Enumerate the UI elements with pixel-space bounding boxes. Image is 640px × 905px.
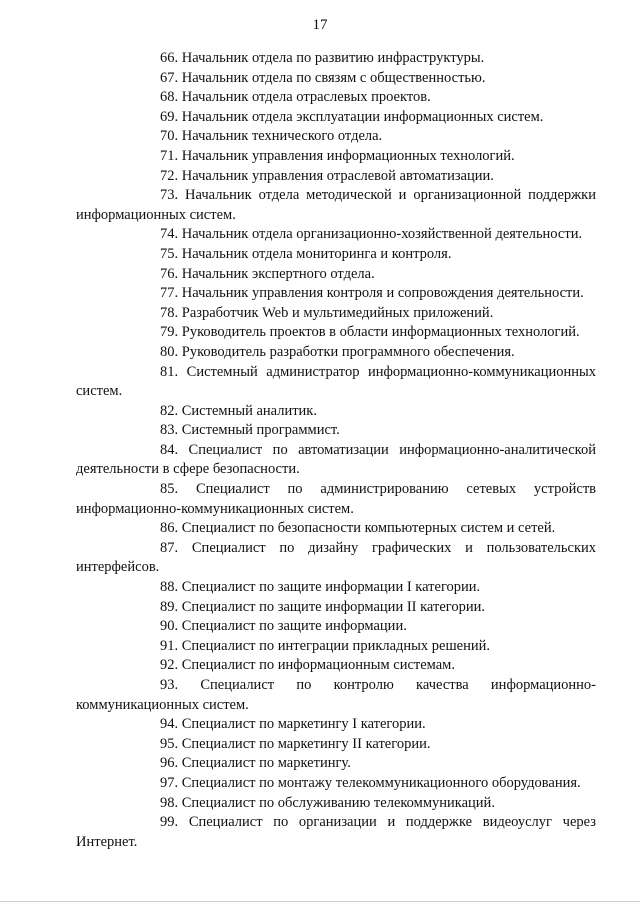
list-item-text: Специалист по монтажу телекоммуникационного оборудования.: [181, 774, 581, 791]
list-item-text: Специалист по автоматизации информационно-аналитической деятельности в сфере безопасности.: [76, 441, 597, 478]
list-item-text: Системный аналитик.: [181, 402, 317, 419]
list-item-number: 79.: [160, 324, 179, 341]
list-item-number: 85.: [160, 481, 179, 498]
list-item: [76, 637, 596, 657]
list-item-number: 71.: [160, 147, 179, 164]
list-item-text: Руководитель проектов в области информационных технологий.: [181, 324, 580, 341]
list-item: [76, 265, 596, 285]
list-item-number: 98.: [160, 794, 179, 811]
list-item: [76, 284, 596, 304]
list-item-number: 99.: [160, 814, 179, 831]
list-item: [76, 715, 596, 735]
list-item-text: Начальник отдела организационно-хозяйственной деятельности.: [181, 226, 583, 243]
list-item: [76, 617, 596, 637]
list-item: [76, 343, 596, 363]
list-item-text: Руководитель разработки программного обеспечения.: [181, 343, 515, 360]
list-item-text: Начальник отдела мониторинга и контроля.: [181, 245, 452, 262]
list-item-text: Начальник отдела по связям с общественностью.: [181, 69, 486, 86]
list-item: [76, 598, 596, 618]
list-item-number: 68.: [160, 89, 179, 106]
list-item-number: 88.: [160, 579, 179, 596]
list-item-number: 87.: [160, 539, 179, 556]
list-item-text: Специалист по защите информации.: [181, 618, 407, 635]
list-item-text: Начальник отдела методической и организационной поддержки информационных систем.: [76, 187, 596, 223]
list-item-number: 67.: [160, 69, 179, 86]
list-item-text: Начальник отдела эксплуатации информационных систем.: [181, 108, 544, 125]
list-item-text: Системный администратор информационно-коммуникационных систем.: [76, 363, 596, 400]
list-item: [76, 441, 596, 480]
list-item-number: 69.: [160, 108, 179, 125]
list-item-number: 89.: [160, 598, 179, 615]
list-item: [76, 88, 596, 108]
list-item: [76, 147, 596, 167]
list-item-text: Начальник экспертного отдела.: [181, 265, 375, 282]
list-item-number: 97.: [160, 774, 179, 791]
list-item-text: Системный программист.: [181, 422, 340, 439]
list-item: [76, 656, 596, 676]
page-bottom-edge: [0, 901, 640, 902]
list-item-number: 82.: [160, 402, 179, 419]
list-item-number: 95.: [160, 735, 179, 752]
list-item: [76, 421, 596, 441]
list-item: [76, 108, 596, 128]
list-item: [76, 304, 596, 324]
list-item-text: Начальник управления отраслевой автоматизации.: [181, 167, 494, 184]
list-item-text: Специалист по интеграции прикладных решений.: [181, 637, 490, 654]
list-item: [76, 539, 596, 578]
list-item-number: 73.: [160, 187, 179, 204]
list-item-text: Специалист по дизайну графических и пользовательских интерфейсов.: [76, 539, 597, 576]
list-item-number: 96.: [160, 755, 179, 772]
list-item: [76, 127, 596, 147]
list-item-text: Специалист по маркетингу I категории.: [181, 716, 426, 733]
list-item-number: 75.: [160, 245, 179, 262]
list-item-number: 94.: [160, 716, 179, 733]
list-item: [76, 735, 596, 755]
list-item-text: Начальник отдела по развитию инфраструктуры.: [181, 50, 485, 66]
list-item: [76, 69, 596, 89]
list-item-number: 93.: [160, 677, 179, 693]
page-number: 17: [312, 17, 328, 33]
list-item: [76, 578, 596, 598]
list-item: [76, 519, 596, 539]
list-item-number: 78.: [160, 304, 179, 321]
list-item-text: Специалист по организации и поддержке видеоуслуг через Интернет.: [76, 814, 596, 850]
list-item: [76, 794, 596, 814]
position-list: [76, 49, 596, 852]
list-item: [76, 754, 596, 774]
list-item-number: 66.: [160, 50, 179, 66]
list-item-number: 74.: [160, 226, 179, 243]
list-item-text: Специалист по маркетингу II категории.: [181, 735, 431, 752]
list-item: [76, 480, 596, 519]
list-item-number: 86.: [160, 520, 179, 537]
list-item: [76, 676, 596, 715]
list-item-text: Начальник управления контроля и сопровождения деятельности.: [181, 285, 584, 302]
list-item: [76, 186, 596, 225]
list-item-text: Специалист по контролю качества информационно-коммуникационных систем.: [76, 677, 596, 713]
list-item-number: 70.: [160, 128, 179, 145]
list-item: [76, 774, 596, 794]
list-item-number: 84.: [160, 441, 179, 458]
list-item-text: Специалист по маркетингу.: [181, 755, 351, 772]
list-item-number: 72.: [160, 167, 179, 184]
list-item-number: 77.: [160, 285, 179, 302]
list-item-text: Начальник управления информационных технологий.: [181, 147, 515, 164]
list-item-number: 83.: [160, 422, 179, 439]
list-item: [76, 167, 596, 187]
list-item-text: Разработчик Web и мультимедийных приложений.: [181, 304, 494, 321]
list-item: [76, 363, 596, 402]
list-item-text: Начальник технического отдела.: [181, 128, 383, 145]
list-item-number: 81.: [160, 363, 179, 380]
list-item: [76, 225, 596, 245]
list-item-number: 76.: [160, 265, 179, 282]
list-item: [76, 245, 596, 265]
list-item-text: Специалист по защите информации II категории.: [181, 598, 485, 615]
list-item-number: 91.: [160, 637, 179, 654]
list-item-text: Специалист по безопасности компьютерных систем и сетей.: [181, 520, 556, 537]
list-item: [76, 323, 596, 343]
list-item-number: 92.: [160, 657, 179, 674]
list-item-text: Специалист по обслуживанию телекоммуникаций.: [181, 794, 495, 811]
list-item: [76, 402, 596, 422]
list-item: [76, 813, 596, 852]
list-item-number: 80.: [160, 343, 179, 360]
list-item-number: 90.: [160, 618, 179, 635]
list-item-text: Специалист по защите информации I категории.: [181, 579, 481, 596]
list-item-text: Специалист по информационным системам.: [181, 657, 455, 674]
list-item-text: Специалист по администрированию сетевых устройств информационно-коммуникационных систем.: [76, 481, 597, 517]
list-item-text: Начальник отдела отраслевых проектов.: [181, 89, 431, 106]
list-item: [76, 49, 596, 69]
